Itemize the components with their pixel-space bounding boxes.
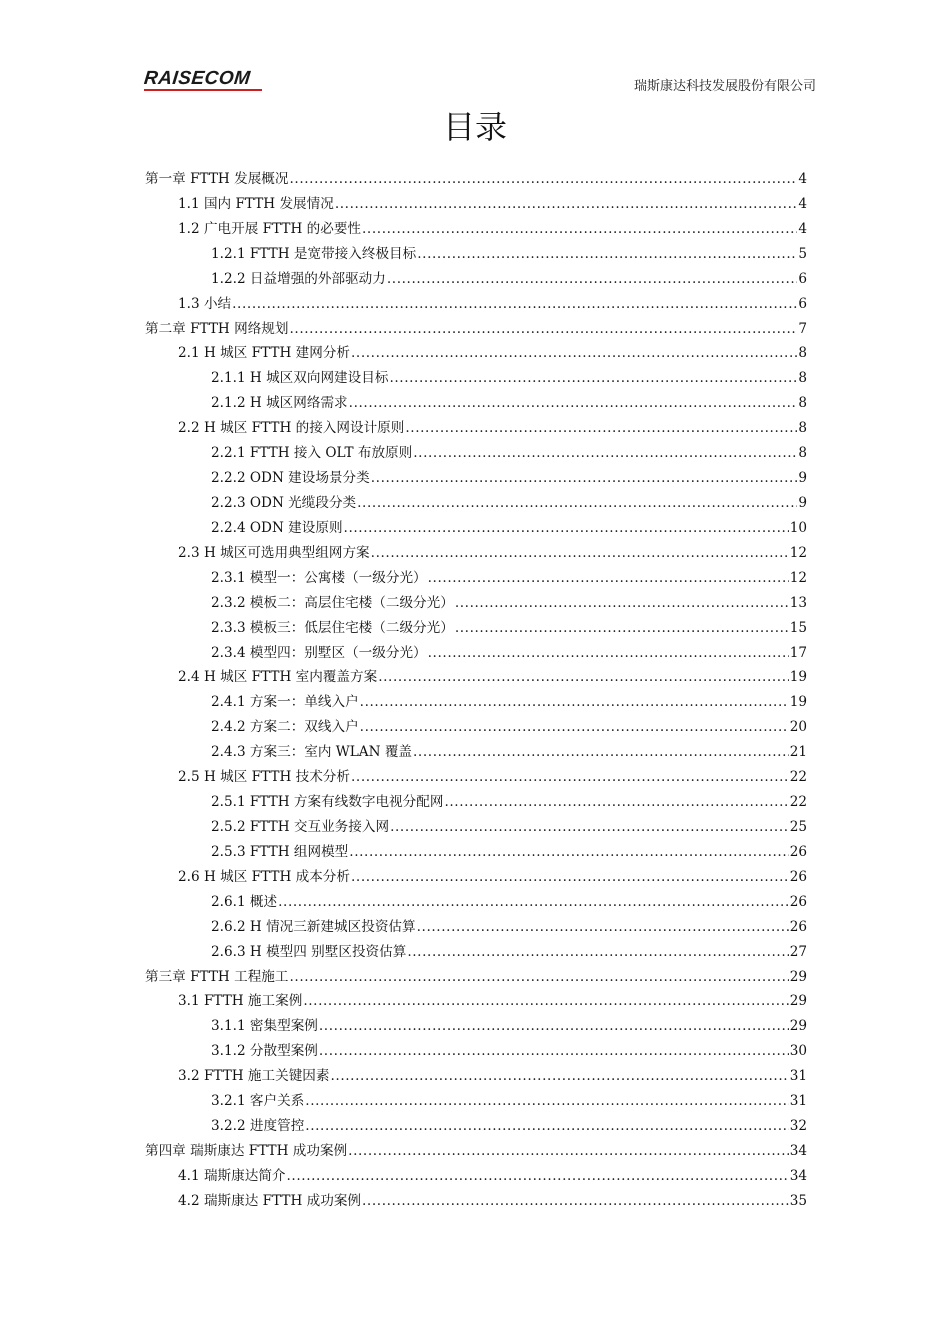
toc-entry[interactable] — [145, 815, 807, 840]
toc-entry-page: 7 — [798, 320, 807, 337]
toc-entry-page: 4 — [798, 195, 807, 212]
toc-entry[interactable] — [145, 1089, 807, 1114]
toc-entry-page: 9 — [798, 470, 807, 487]
toc-entry-label: 第一章 FTTH 发展概况 — [145, 171, 289, 187]
toc-entry[interactable] — [145, 516, 807, 541]
toc-entry-page: 15 — [789, 619, 807, 636]
toc-entry-page: 26 — [789, 893, 807, 910]
toc-dot-leader — [455, 591, 789, 616]
toc-dot-leader — [289, 167, 797, 192]
toc-entry[interactable] — [145, 890, 807, 915]
toc-entry-page: 4 — [798, 171, 807, 187]
toc-entry-label: 2.2 H 城区 FTTH 的接入网设计原则 — [178, 420, 405, 437]
toc-entry[interactable] — [145, 865, 807, 890]
toc-entry[interactable] — [145, 1139, 807, 1164]
toc-entry[interactable] — [145, 641, 807, 666]
toc-dot-leader — [378, 665, 789, 690]
toc-entry[interactable] — [145, 541, 807, 566]
toc-entry-label: 3.1.1 密集型案例 — [211, 1018, 318, 1035]
toc-entry-label: 2.3 H 城区可选用典型组网方案 — [178, 544, 370, 561]
toc-entry-label: 2.5.1 FTTH 方案有线数字电视分配网 — [211, 794, 444, 811]
toc-dot-leader — [371, 541, 789, 566]
toc-entry-page: 19 — [789, 669, 807, 686]
toc-entry-label: 2.4.2 方案二：双线入户 — [211, 719, 359, 736]
toc-entry-page: 5 — [798, 245, 807, 262]
toc-dot-leader — [349, 840, 788, 865]
toc-dot-leader — [303, 989, 788, 1014]
toc-dot-leader — [349, 391, 798, 416]
toc-entry-label: 2.3.1 模型一：公寓楼（一级分光） — [211, 569, 427, 586]
toc-entry[interactable] — [145, 1114, 807, 1139]
toc-dot-leader — [362, 1189, 789, 1214]
toc-entry-label: 1.3 小结 — [178, 295, 232, 312]
toc-entry-label: 第三章 FTTH 工程施工 — [145, 968, 289, 985]
toc-entry[interactable] — [145, 1189, 807, 1214]
toc-dot-leader — [319, 1039, 789, 1064]
toc-dot-leader — [357, 491, 797, 516]
toc-entry[interactable] — [145, 616, 807, 641]
toc-entry-page: 20 — [789, 719, 807, 736]
toc-entry-page: 17 — [789, 644, 807, 661]
toc-entry-label: 2.1.1 H 城区双向网建设目标 — [211, 370, 389, 387]
toc-dot-leader — [360, 690, 789, 715]
toc-entry-label: 4.1 瑞斯康达简介 — [178, 1167, 286, 1184]
toc-entry-page: 9 — [798, 494, 807, 511]
toc-entry-label: 2.1.2 H 城区网络需求 — [211, 395, 348, 412]
toc-entry-page: 12 — [789, 569, 807, 586]
toc-entry-label: 2.6.1 概述 — [211, 893, 278, 910]
toc-entry-label: 3.2.1 客户关系 — [211, 1093, 305, 1110]
toc-entry-label: 1.2.1 FTTH 是宽带接入终极目标 — [211, 245, 417, 262]
toc-entry-page: 31 — [789, 1068, 807, 1085]
toc-entry-page: 22 — [789, 769, 807, 786]
toc-dot-leader — [389, 366, 797, 391]
toc-entry-page: 31 — [789, 1093, 807, 1110]
toc-entry-page: 8 — [798, 395, 807, 412]
toc-dot-leader — [417, 915, 789, 940]
toc-entry-label: 2.3.2 模板二：高层住宅楼（二级分光） — [211, 594, 454, 611]
toc-entry-page: 6 — [798, 295, 807, 312]
toc-entry-page: 21 — [789, 744, 807, 761]
toc-entry-label: 2.6 H 城区 FTTH 成本分析 — [178, 868, 350, 885]
page-title: 目录 — [442, 108, 507, 146]
toc-entry[interactable] — [145, 790, 807, 815]
toc-entry[interactable] — [145, 1164, 807, 1189]
toc-dot-leader — [407, 940, 788, 965]
toc-entry-page: 19 — [789, 694, 807, 711]
toc-dot-leader — [287, 1164, 789, 1189]
company-logo: RAISECOM — [142, 68, 252, 89]
toc-entry-page: 35 — [789, 1192, 807, 1209]
toc-entry-label: 3.1 FTTH 施工案例 — [178, 993, 303, 1010]
toc-entry-label: 2.2.1 FTTH 接入 OLT 布放原则 — [211, 445, 413, 462]
toc-entry-page: 22 — [789, 794, 807, 811]
toc-dot-leader — [232, 292, 797, 317]
toc-entry[interactable] — [145, 466, 807, 491]
toc-entry[interactable] — [145, 391, 807, 416]
toc-entry-page: 10 — [789, 519, 807, 536]
toc-entry-page: 4 — [798, 220, 807, 237]
toc-entry-label: 2.6.3 H 模型四 别墅区投资估算 — [211, 943, 407, 960]
toc-dot-leader — [455, 616, 789, 641]
toc-entry[interactable] — [145, 1039, 807, 1064]
toc-dot-leader — [319, 1014, 789, 1039]
toc-entry[interactable] — [145, 965, 807, 990]
toc-entry-label: 1.2 广电开展 FTTH 的必要性 — [178, 220, 362, 237]
toc-entry-page: 30 — [789, 1043, 807, 1060]
toc-entry-page: 6 — [798, 270, 807, 287]
toc-entry[interactable] — [145, 915, 807, 940]
toc-entry-label: 2.2.4 ODN 建设原则 — [211, 519, 343, 536]
toc-entry[interactable] — [145, 1064, 807, 1089]
toc-dot-leader — [362, 217, 797, 242]
toc-entry[interactable] — [145, 940, 807, 965]
toc-dot-leader — [387, 267, 797, 292]
toc-dot-leader — [428, 566, 789, 591]
toc-entry[interactable] — [145, 366, 807, 391]
toc-dot-leader — [413, 441, 797, 466]
header-accent-line — [144, 89, 262, 91]
toc-dot-leader — [289, 317, 797, 342]
toc-entry-label: 2.6.2 H 情况三新建城区投资估算 — [211, 918, 416, 935]
toc-entry[interactable] — [145, 167, 807, 192]
toc-entry-label: 3.2 FTTH 施工关键因素 — [178, 1068, 330, 1085]
toc-dot-leader — [305, 1114, 788, 1139]
toc-entry-label: 2.4.3 方案三：室内 WLAN 覆盖 — [211, 744, 413, 761]
toc-entry-label: 第四章 瑞斯康达 FTTH 成功案例 — [145, 1142, 348, 1159]
toc-entry-page: 32 — [789, 1118, 807, 1135]
toc-entry-page: 26 — [789, 918, 807, 935]
toc-entry[interactable] — [145, 989, 807, 1014]
toc-dot-leader — [417, 242, 797, 267]
toc-entry-page: 26 — [789, 843, 807, 860]
toc-entry-page: 8 — [798, 445, 807, 462]
toc-entry-page: 26 — [789, 868, 807, 885]
toc-entry[interactable] — [145, 1014, 807, 1039]
toc-entry-label: 2.2.2 ODN 建设场景分类 — [211, 470, 370, 487]
toc-entry[interactable] — [145, 267, 807, 292]
toc-entry[interactable] — [145, 416, 807, 441]
toc-entry-page: 34 — [789, 1142, 807, 1159]
toc-dot-leader — [371, 466, 798, 491]
toc-entry-label: 4.2 瑞斯康达 FTTH 成功案例 — [178, 1192, 362, 1209]
toc-dot-leader — [413, 740, 789, 765]
toc-dot-leader — [351, 341, 797, 366]
toc-entry-label: 1.2.2 日益增强的外部驱动力 — [211, 270, 386, 287]
toc-entry[interactable] — [145, 715, 807, 740]
toc-dot-leader — [344, 516, 789, 541]
toc-dot-leader — [428, 641, 789, 666]
toc-entry[interactable] — [145, 840, 807, 865]
toc-entry-label: 2.3.3 模板三：低层住宅楼（二级分光） — [211, 619, 454, 636]
company-name: 瑞斯康达科技发展股份有限公司 — [633, 79, 816, 94]
toc-entry[interactable] — [145, 341, 807, 366]
toc-entry[interactable] — [145, 317, 807, 342]
toc-entry-page: 29 — [789, 968, 807, 985]
toc-entry-page: 12 — [789, 544, 807, 561]
toc-entry[interactable] — [145, 591, 807, 616]
toc-dot-leader — [305, 1089, 788, 1114]
toc-entry-page: 29 — [789, 993, 807, 1010]
toc-entry[interactable] — [145, 665, 807, 690]
toc-entry-page: 8 — [798, 370, 807, 387]
toc-entry-page: 34 — [789, 1167, 807, 1184]
toc-entry-label: 第二章 FTTH 网络规划 — [145, 320, 289, 337]
toc-entry[interactable] — [145, 491, 807, 516]
toc-entry[interactable] — [145, 441, 807, 466]
toc-entry-label: 2.5 H 城区 FTTH 技术分析 — [178, 769, 350, 786]
toc-entry-label: 2.5.3 FTTH 组网模型 — [211, 843, 349, 860]
table-of-contents — [145, 167, 807, 1214]
toc-entry[interactable] — [145, 217, 807, 242]
toc-entry-label: 2.5.2 FTTH 交互业务接入网 — [211, 818, 390, 835]
toc-dot-leader — [351, 865, 789, 890]
toc-entry[interactable] — [145, 292, 807, 317]
toc-entry-label: 2.4 H 城区 FTTH 室内覆盖方案 — [178, 669, 378, 686]
toc-entry-label: 3.1.2 分散型案例 — [211, 1043, 318, 1060]
toc-entry[interactable] — [145, 740, 807, 765]
toc-entry[interactable] — [145, 690, 807, 715]
toc-dot-leader — [331, 1064, 789, 1089]
toc-entry[interactable] — [145, 192, 807, 217]
toc-entry[interactable] — [145, 566, 807, 591]
toc-entry-label: 2.4.1 方案一：单线入户 — [211, 694, 359, 711]
toc-entry[interactable] — [145, 242, 807, 267]
toc-dot-leader — [351, 765, 789, 790]
toc-entry-label: 2.2.3 ODN 光缆段分类 — [211, 494, 357, 511]
toc-dot-leader — [289, 965, 788, 990]
toc-entry-page: 27 — [789, 943, 807, 960]
toc-dot-leader — [360, 715, 789, 740]
toc-entry-label: 1.1 国内 FTTH 发展情况 — [178, 195, 334, 212]
toc-entry-page: 13 — [789, 594, 807, 611]
toc-entry-label: 3.2.2 进度管控 — [211, 1118, 305, 1135]
toc-dot-leader — [348, 1139, 789, 1164]
toc-entry-page: 8 — [798, 420, 807, 437]
toc-dot-leader — [278, 890, 789, 915]
toc-entry-page: 8 — [798, 345, 807, 362]
toc-entry-label: 2.3.4 模型四：别墅区（一级分光） — [211, 644, 427, 661]
toc-dot-leader — [335, 192, 798, 217]
toc-entry-page: 29 — [789, 1018, 807, 1035]
toc-entry-label: 2.1 H 城区 FTTH 建网分析 — [178, 345, 350, 362]
toc-dot-leader — [390, 815, 789, 840]
toc-entry-page: 25 — [789, 818, 807, 835]
toc-dot-leader — [444, 790, 788, 815]
toc-entry[interactable] — [145, 765, 807, 790]
toc-dot-leader — [405, 416, 797, 441]
